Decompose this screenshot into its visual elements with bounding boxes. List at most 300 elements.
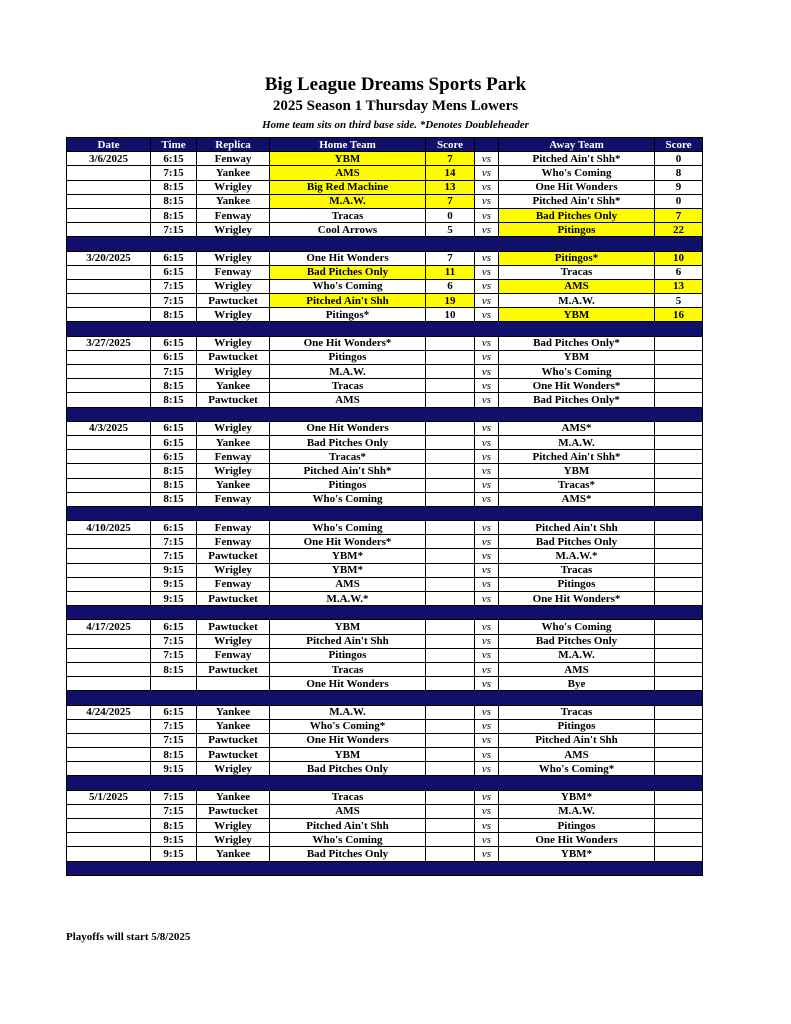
cell-date [67,819,151,833]
cell-away-score [655,705,703,719]
cell-date: 4/3/2025 [67,421,151,435]
cell-date [67,294,151,308]
cell-away-team: Tracas [499,705,655,719]
cell-vs: vs [475,790,499,804]
cell-home-score [426,549,475,563]
cell-home-score [426,762,475,776]
cell-replica: Wrigley [197,336,270,350]
cell-vs: vs [475,535,499,549]
cell-home-team: AMS [270,804,426,818]
cell-date: 3/27/2025 [67,336,151,350]
cell-vs: vs [475,464,499,478]
cell-home-team: Tracas [270,208,426,222]
cell-home-team: M.A.W. [270,705,426,719]
cell-home-score [426,336,475,350]
cell-replica: Wrigley [197,819,270,833]
cell-time: 6:15 [151,265,197,279]
cell-replica: Wrigley [197,421,270,435]
table-row [67,833,703,847]
week-separator [67,776,703,790]
cell-home-team: YBM* [270,563,426,577]
cell-date: 3/6/2025 [67,152,151,166]
cell-time: 8:15 [151,478,197,492]
cell-vs: vs [475,847,499,861]
cell-time: 9:15 [151,577,197,591]
cell-away-score [655,592,703,606]
table-row [67,166,703,180]
cell-date [67,733,151,747]
cell-home-team: Tracas* [270,450,426,464]
cell-replica: Pawtucket [197,620,270,634]
cell-date: 5/1/2025 [67,790,151,804]
cell-home-score: 19 [426,294,475,308]
table-row [67,365,703,379]
cell-home-team: Tracas [270,790,426,804]
table-row [67,492,703,506]
cell-away-team: Pitched Ain't Shh [499,521,655,535]
week-separator [67,506,703,520]
cell-home-team: Pitingos [270,350,426,364]
cell-home-team: One Hit Wonders [270,421,426,435]
cell-away-score: 13 [655,279,703,293]
cell-vs: vs [475,549,499,563]
table-row [67,819,703,833]
page-title: Big League Dreams Sports Park [264,74,527,95]
cell-home-team: Tracas [270,662,426,676]
table-row [67,478,703,492]
cell-replica: Wrigley [197,251,270,265]
week-separator-bar [67,861,703,875]
table-row [67,535,703,549]
cell-time: 8:15 [151,748,197,762]
cell-away-team: M.A.W. [499,804,655,818]
cell-date [67,804,151,818]
cell-time: 7:15 [151,294,197,308]
cell-replica: Pawtucket [197,549,270,563]
cell-home-score [426,563,475,577]
cell-home-team: YBM [270,152,426,166]
cell-away-team: M.A.W. [499,435,655,449]
cell-date [67,648,151,662]
cell-vs: vs [475,478,499,492]
cell-away-team: Pitingos [499,577,655,591]
cell-away-score: 5 [655,294,703,308]
cell-vs: vs [475,819,499,833]
cell-date [67,194,151,208]
cell-away-team: Pitched Ain't Shh [499,733,655,747]
cell-away-team: Bye [499,677,655,691]
cell-away-score [655,435,703,449]
cell-time: 7:15 [151,648,197,662]
cell-away-score: 16 [655,308,703,322]
cell-away-score [655,790,703,804]
cell-away-team: One Hit Wonders* [499,379,655,393]
cell-home-score [426,634,475,648]
cell-away-score [655,563,703,577]
cell-replica: Pawtucket [197,662,270,676]
cell-replica: Wrigley [197,833,270,847]
cell-home-team: Tracas [270,379,426,393]
table-row [67,719,703,733]
cell-replica: Fenway [197,577,270,591]
table-row [67,790,703,804]
table-row [67,450,703,464]
cell-time: 8:15 [151,180,197,194]
cell-date [67,379,151,393]
cell-date [67,833,151,847]
cell-away-score [655,336,703,350]
cell-date [67,435,151,449]
table-row [67,563,703,577]
cell-replica: Fenway [197,265,270,279]
cell-replica: Wrigley [197,634,270,648]
table-row [67,251,703,265]
cell-home-team: Pitingos [270,648,426,662]
cell-vs: vs [475,180,499,194]
cell-away-team: AMS* [499,492,655,506]
cell-away-team: One Hit Wonders [499,833,655,847]
cell-away-team: Who's Coming* [499,762,655,776]
cell-home-score [426,535,475,549]
cell-home-team: Who's Coming [270,833,426,847]
cell-away-score [655,393,703,407]
cell-away-team: Tracas [499,563,655,577]
table-row [67,350,703,364]
col-header-vs [475,138,499,152]
cell-home-team: Bad Pitches Only [270,435,426,449]
cell-home-score [426,577,475,591]
week-separator-bar [67,691,703,705]
cell-home-score [426,847,475,861]
cell-away-score [655,648,703,662]
cell-time: 7:15 [151,166,197,180]
cell-home-score [426,521,475,535]
cell-home-score [426,748,475,762]
cell-vs: vs [475,336,499,350]
cell-away-score [655,819,703,833]
week-separator [67,237,703,251]
table-row [67,648,703,662]
cell-replica: Pawtucket [197,592,270,606]
cell-replica: Fenway [197,152,270,166]
cell-vs: vs [475,521,499,535]
cell-time: 7:15 [151,535,197,549]
table-row [67,336,703,350]
cell-time: 7:15 [151,719,197,733]
table-row [67,733,703,747]
cell-home-score [426,677,475,691]
table-row [67,194,703,208]
cell-replica: Wrigley [197,464,270,478]
cell-date [67,308,151,322]
cell-date: 3/20/2025 [67,251,151,265]
cell-away-team: M.A.W.* [499,549,655,563]
cell-date [67,450,151,464]
cell-home-score [426,435,475,449]
cell-away-score [655,719,703,733]
cell-home-team: One Hit Wonders [270,733,426,747]
cell-away-score [655,464,703,478]
cell-time: 7:15 [151,733,197,747]
cell-time: 6:15 [151,350,197,364]
cell-away-score: 0 [655,194,703,208]
cell-time: 8:15 [151,819,197,833]
table-row [67,634,703,648]
cell-away-score [655,421,703,435]
cell-home-score [426,648,475,662]
cell-time: 8:15 [151,464,197,478]
cell-vs: vs [475,166,499,180]
cell-time: 7:15 [151,365,197,379]
cell-away-team: AMS [499,279,655,293]
cell-home-score [426,804,475,818]
cell-replica: Wrigley [197,279,270,293]
cell-away-score [655,733,703,747]
cell-away-team: Bad Pitches Only [499,208,655,222]
cell-date [67,279,151,293]
cell-time: 7:15 [151,549,197,563]
cell-date: 4/10/2025 [67,521,151,535]
cell-date: 4/24/2025 [67,705,151,719]
cell-away-team: Bad Pitches Only [499,535,655,549]
cell-time: 6:15 [151,620,197,634]
cell-vs: vs [475,308,499,322]
cell-replica: Fenway [197,492,270,506]
table-row [67,549,703,563]
cell-vs: vs [475,152,499,166]
cell-vs: vs [475,634,499,648]
week-separator-bar [67,237,703,251]
cell-away-score: 7 [655,208,703,222]
cell-away-score [655,620,703,634]
col-header-time: Time [151,138,197,152]
cell-home-team: AMS [270,166,426,180]
cell-home-score: 14 [426,166,475,180]
cell-home-team: Pitingos* [270,308,426,322]
cell-time: 8:15 [151,379,197,393]
cell-away-score: 10 [655,251,703,265]
cell-vs: vs [475,705,499,719]
cell-time: 6:15 [151,435,197,449]
cell-away-team: YBM [499,308,655,322]
cell-home-team: Pitched Ain't Shh* [270,464,426,478]
cell-date [67,166,151,180]
cell-home-score: 11 [426,265,475,279]
cell-home-score [426,592,475,606]
cell-away-score [655,350,703,364]
cell-date [67,464,151,478]
cell-home-score [426,620,475,634]
cell-vs: vs [475,379,499,393]
cell-away-team: M.A.W. [499,294,655,308]
cell-time: 9:15 [151,563,197,577]
cell-away-team: Tracas* [499,478,655,492]
cell-vs: vs [475,677,499,691]
cell-away-team: YBM [499,464,655,478]
cell-away-team: One Hit Wonders* [499,592,655,606]
cell-time: 9:15 [151,833,197,847]
cell-time: 6:15 [151,705,197,719]
cell-replica: Fenway [197,521,270,535]
cell-home-score [426,662,475,676]
cell-home-score: 10 [426,308,475,322]
cell-vs: vs [475,733,499,747]
table-row [67,223,703,237]
cell-vs: vs [475,194,499,208]
cell-away-team: Who's Coming [499,166,655,180]
cell-away-score [655,577,703,591]
cell-replica: Pawtucket [197,350,270,364]
cell-replica: Wrigley [197,563,270,577]
cell-date [67,847,151,861]
cell-away-score: 6 [655,265,703,279]
cell-replica: Wrigley [197,762,270,776]
cell-vs: vs [475,435,499,449]
cell-vs: vs [475,592,499,606]
cell-away-team: YBM* [499,847,655,861]
table-row [67,762,703,776]
cell-away-team: AMS [499,662,655,676]
cell-time: 6:15 [151,521,197,535]
cell-away-score [655,365,703,379]
cell-away-team: Bad Pitches Only [499,634,655,648]
cell-home-score: 6 [426,279,475,293]
cell-away-team: Bad Pitches Only* [499,393,655,407]
cell-replica: Pawtucket [197,733,270,747]
cell-home-score [426,705,475,719]
cell-home-score [426,478,475,492]
cell-away-team: Tracas [499,265,655,279]
cell-vs: vs [475,563,499,577]
cell-vs: vs [475,748,499,762]
cell-vs: vs [475,719,499,733]
cell-away-team: Pitched Ain't Shh* [499,152,655,166]
cell-home-score: 7 [426,194,475,208]
week-separator-bar [67,776,703,790]
cell-home-score: 7 [426,152,475,166]
cell-replica: Pawtucket [197,804,270,818]
cell-date [67,180,151,194]
cell-away-score [655,804,703,818]
cell-time: 9:15 [151,847,197,861]
cell-away-score [655,549,703,563]
cell-vs: vs [475,421,499,435]
cell-home-score [426,790,475,804]
cell-away-score [655,748,703,762]
cell-away-team: M.A.W. [499,648,655,662]
cell-time: 6:15 [151,336,197,350]
cell-replica: Wrigley [197,180,270,194]
table-row [67,804,703,818]
table-row [67,393,703,407]
cell-home-score [426,379,475,393]
cell-date [67,748,151,762]
table-row [67,421,703,435]
cell-home-team: One Hit Wonders [270,251,426,265]
table-row [67,521,703,535]
cell-away-score [655,677,703,691]
cell-home-score: 7 [426,251,475,265]
cell-time: 9:15 [151,592,197,606]
cell-replica: Fenway [197,648,270,662]
cell-vs: vs [475,393,499,407]
cell-away-score: 8 [655,166,703,180]
cell-away-team: Who's Coming [499,620,655,634]
cell-away-team: YBM* [499,790,655,804]
cell-vs: vs [475,350,499,364]
cell-vs: vs [475,648,499,662]
cell-away-team: One Hit Wonders [499,180,655,194]
cell-date [67,208,151,222]
cell-home-team: Who's Coming* [270,719,426,733]
cell-date [67,592,151,606]
table-header-row [67,138,703,152]
cell-date [67,662,151,676]
cell-home-score [426,450,475,464]
cell-vs: vs [475,450,499,464]
cell-time [151,677,197,691]
cell-date [67,577,151,591]
cell-time: 8:15 [151,194,197,208]
cell-home-score: 5 [426,223,475,237]
cell-home-score [426,365,475,379]
cell-home-score [426,421,475,435]
cell-home-team: Bad Pitches Only [270,847,426,861]
cell-away-team: AMS [499,748,655,762]
col-header-home-team: Home Team [270,138,426,152]
cell-replica: Yankee [197,166,270,180]
cell-replica: Yankee [197,194,270,208]
table-row [67,435,703,449]
cell-replica: Yankee [197,790,270,804]
cell-away-team: Who's Coming [499,365,655,379]
cell-vs: vs [475,365,499,379]
table-row [67,308,703,322]
col-header-date: Date [67,138,151,152]
cell-time: 9:15 [151,762,197,776]
cell-home-team: Who's Coming [270,279,426,293]
table-row [67,620,703,634]
cell-vs: vs [475,804,499,818]
cell-home-team: Bad Pitches Only [270,762,426,776]
cell-date [67,634,151,648]
cell-time: 6:15 [151,251,197,265]
cell-date [67,365,151,379]
cell-home-team: One Hit Wonders [270,677,426,691]
table-row [67,748,703,762]
col-header-away-team: Away Team [499,138,655,152]
table-row [67,379,703,393]
cell-home-team: M.A.W. [270,365,426,379]
cell-time: 8:15 [151,308,197,322]
cell-replica: Wrigley [197,308,270,322]
page-subtitle: 2025 Season 1 Thursday Mens Lowers [272,98,519,114]
table-row [67,265,703,279]
cell-vs: vs [475,294,499,308]
cell-vs: vs [475,492,499,506]
cell-away-score [655,450,703,464]
table-row [67,208,703,222]
cell-home-team: Cool Arrows [270,223,426,237]
cell-time: 7:15 [151,634,197,648]
table-row [67,464,703,478]
cell-vs: vs [475,265,499,279]
cell-time: 6:15 [151,450,197,464]
cell-home-score [426,393,475,407]
cell-away-score: 0 [655,152,703,166]
cell-time: 8:15 [151,208,197,222]
cell-replica: Pawtucket [197,748,270,762]
